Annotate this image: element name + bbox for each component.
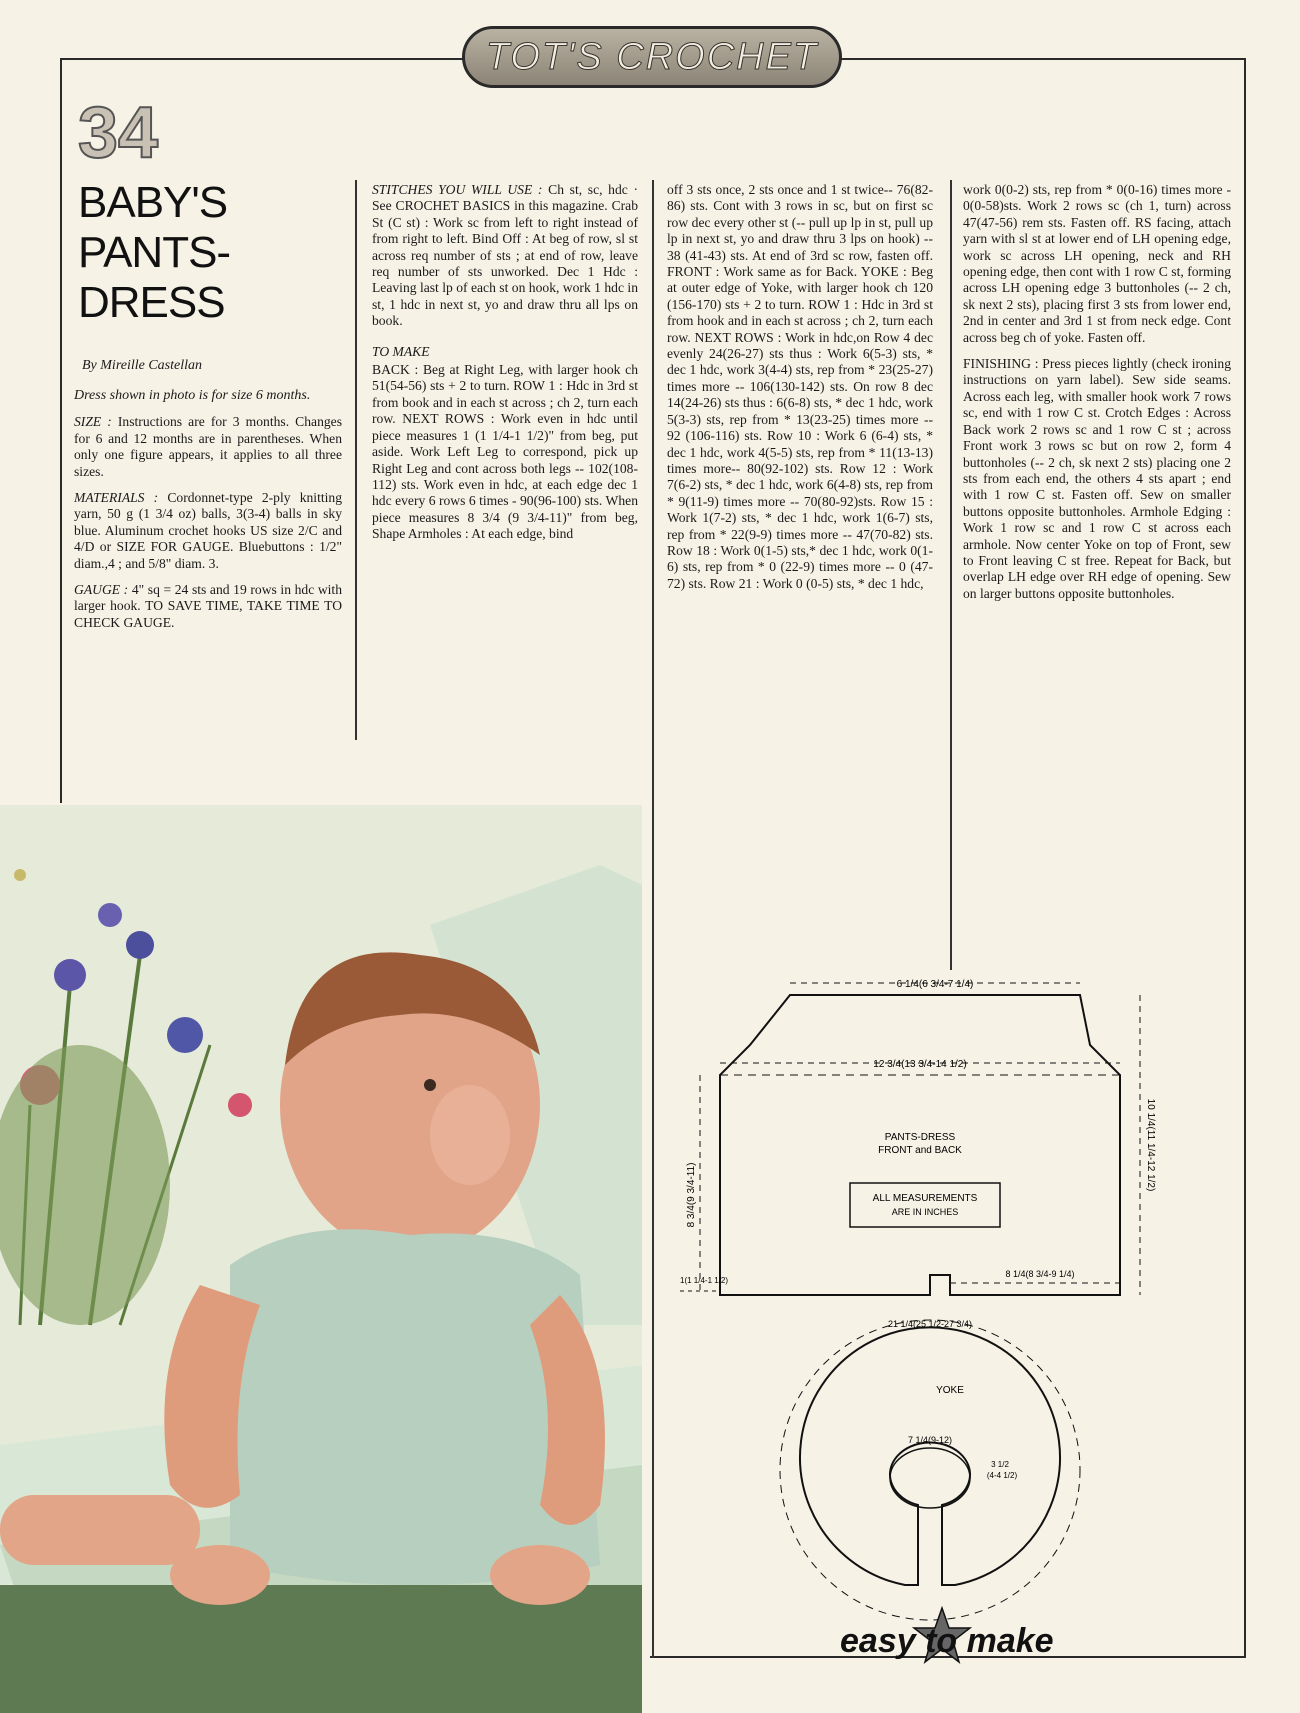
photo-caption: Dress shown in photo is for size 6 months. <box>74 388 311 403</box>
materials-paragraph <box>74 490 342 572</box>
pants-label: PANTS-DRESS <box>884 1132 956 1143</box>
left-height-label: 8 3/4(9 3/4-11) <box>686 1162 697 1228</box>
yoke-schematic <box>780 1319 1080 1620</box>
yoke-depth-label-2: (4-4 1/2) <box>986 1471 1018 1480</box>
stitches-paragraph <box>372 182 638 330</box>
column-3 <box>667 182 933 602</box>
note-line-1: ALL MEASUREMENTS <box>872 1193 978 1204</box>
size-paragraph <box>74 414 342 480</box>
column-3-text: off 3 sts once, 2 sts once and 1 st twice-- 76(82-86) sts. Cont with 3 rows in sc, but on first sc row dec every other st (-- pull up lp in st, pull up lp in next st, yo and draw thru 3 lps on hook) -- 38 (41-43) sts. At end of 3rd sc row, fasten off. FRONT : Work same as for Back. YOKE : Beg at outer edge of Yoke, with larger hook ch 120 (156-170) sts + 2 to turn. ROW 1 : Hdc in 3rd st from hook and in each st across ; ch 2, turn each row. NEXT ROWS : Work in hdc,on Row 4 dec evenly 24(26-27) sts thus : Work 6(5-3) sts, * dec 1 hdc, work 3(4-4) sts, rep from * 23(25-27) times more -- 106(130-142) sts. On row 8 dec 14(24-26) sts thus : 6(6-8) sts, * dec 1 hdc, work 5(3-3) sts, rep from * 13(23-25) times more -- 92 (106-116) sts. Row 10 : Work 6 (6-4) sts, * dec 1 hdc, work 4(5-5) sts, rep from * 11(13-13) times more-- 80(92-102) sts. Row 12 : Work 7(6-2) sts, * dec 1 hdc, work 6(4-8) sts, rep from * 9(11-9) times more -- 70(80-92)sts. Row 15 : Work 1(7-2) sts, * dec 1 hdc, work 1(6-7) sts, rep from * 22(9-9) times more -- 47(70-82) sts. Row 18 : Work 0(1-5) sts,* dec 1 hdc, work 0(1-6) sts, rep from * 0 (22-9) times more -- 0 (47-72) sts. Row 21 : Work 0 (0-5) sts, * dec 1 hdc, <box>667 182 933 591</box>
yoke-outer-label: 21 1/4(25 1/2-27 3/4) <box>887 1319 973 1329</box>
frame-left-rule <box>60 58 62 803</box>
top-width-label: 6 1/4(6 3/4-7 1/4) <box>896 979 974 990</box>
gauge-caps: TO SAVE TIME, TAKE TIME TO CHECK GAUGE. <box>74 598 343 630</box>
to-make-text: BACK : Beg at Right Leg, with larger hook ch 51(54-56) sts + 2 to turn. ROW 1 : Hdc in 3rd st from book and in each st across ; ch 2, turn each row. NEXT ROWS : Work even in hdc until piece measures 1 (1 1/4-1 1/2)" from beg, put aside. Work Left Leg to correspond, pick up Right Leg and cont across both legs -- 102(108-112) sts. Work even in hdc, at each edge dec 1 hdc every 6 rows 6 times - 90(96-100) sts. When piece measures 8 3/4 (9 3/4-11)" from beg, Shape Armholes : At each edge, bind <box>372 362 638 542</box>
column-divider-2 <box>652 180 654 1658</box>
yoke-depth-label: 3 1/2 <box>991 1460 1009 1469</box>
title-line-2: PANTS- <box>78 228 231 277</box>
leg-width-label: 8 1/4(8 3/4-9 1/4) <box>1005 1269 1075 1279</box>
gauge-paragraph <box>74 582 342 631</box>
frame-right-rule <box>1244 58 1246 1658</box>
column-divider-1 <box>355 180 357 740</box>
title-line-1: BABY'S <box>78 178 228 227</box>
materials-text: Cordonnet-type 2-ply knitting yarn, 50 g (1 3/4 oz) balls, 3(3-4) balls in sky blue. Aluminum crochet hooks US size 2/C and 4/D or SIZE FOR GAUGE. Bluebuttons : 1/2" diam.,4 ; and 5/8" diam. 3. <box>74 490 343 571</box>
crotch-width-label: 1(1 1/4-1 1/2) <box>680 1276 729 1285</box>
easy-to-make-badge: easy to make <box>840 1622 1054 1660</box>
gauge-label: GAUGE : <box>74 582 129 598</box>
pants-schematic <box>680 979 1156 1295</box>
yoke-label: YOKE <box>936 1385 964 1396</box>
stitches-label: STITCHES YOU WILL USE : <box>372 182 543 197</box>
column-4 <box>963 182 1231 612</box>
pants-sub-label: FRONT and BACK <box>878 1145 962 1156</box>
pattern-title <box>78 178 298 328</box>
yoke-inner-label: 7 1/4(9-12) <box>907 1435 953 1445</box>
pattern-number: 34 <box>78 93 159 173</box>
column-2 <box>372 182 638 553</box>
column-1 <box>74 388 342 641</box>
section-banner <box>462 26 842 88</box>
schematic-diagram <box>680 975 1220 1635</box>
column-4-text: work 0(0-2) sts, rep from * 0(0-16) times more - 0(0-58)sts. Work 2 rows sc (ch 1, turn) across 47(47-56) rem sts. Fasten off. RS facing, attach yarn with sl st at lower end of LH opening edge, work sc across LH opening, neck and RH opening edge, then cont with 1 row C st, forming across LH opening edge 3 buttonholes (-- 2 ch, sk next 2 sts), placing first 3 sts from lower end, 2nd in center and 3rd 1 st from neck edge. Cont across beg ch of yoke. Fasten off. <box>963 182 1231 345</box>
to-make-heading: TO MAKE <box>372 343 430 359</box>
column-divider-3 <box>950 180 952 970</box>
size-label: SIZE : <box>74 414 112 430</box>
gauge-text: 4" sq = 24 sts and 19 rows in hdc with larger hook. <box>74 582 343 614</box>
finishing-text: FINISHING : Press pieces lightly (check ironing instructions on yarn label). Sew side seams. Across each leg, with smaller hook work 7 rows sc, end with 1 row C st. Crotch Edges : Across Back work 2 rows sc and 1 row C st ; across Front work 3 rows sc but on row 2, form 4 buttonholes (-- 2 ch, sk next 2 sts) placing one 2 sts from each end, the others 4 sts apart ; end with 1 row C st. Fasten off. Sew on smaller buttons opposite buttonholes. Armhole Edging : Work 1 row sc and 1 row C st across each armhole. Now center Yoke on top of Front, sew to Front leaving C st free. Repeat for Back, but overlap LH edge over RH edge of opening. Sew on larger buttons opposite buttonholes. <box>963 356 1231 601</box>
measurements-note-box <box>850 1183 1000 1227</box>
section-label: TOT'S CROCHET <box>485 35 819 78</box>
stitches-text: Ch st, sc, hdc · See CROCHET BASICS in this magazine. Crab St (C st) : Work sc from left to right instead of from right to left. Bind Off : At beg of row, sl st across req number of sts ; at end of row, leave req number of sts unworked. Dec 1 Hdc : Leaving last lp of each st on hook, work 1 hdc in st, 1 hdc in next st, yo and draw thru all lps on book. <box>372 182 638 329</box>
right-height-label: 10 1/4(11 1/4-12 1/2) <box>1145 1098 1156 1192</box>
chest-width-label: 12 3/4(13 3/4-14 1/2) <box>873 1059 967 1070</box>
baby-photo-illustration <box>0 805 642 1713</box>
title-line-3: DRESS <box>78 278 225 327</box>
note-line-2: ARE IN INCHES <box>891 1207 959 1217</box>
materials-label: MATERIALS : <box>74 490 159 506</box>
baby-photo <box>0 805 642 1713</box>
byline: By Mireille Castellan <box>82 358 203 373</box>
size-text: Instructions are for 3 months. Changes for 6 and 12 months are in parentheses. When only one figure appears, it applies to all three sizes. <box>74 414 342 479</box>
